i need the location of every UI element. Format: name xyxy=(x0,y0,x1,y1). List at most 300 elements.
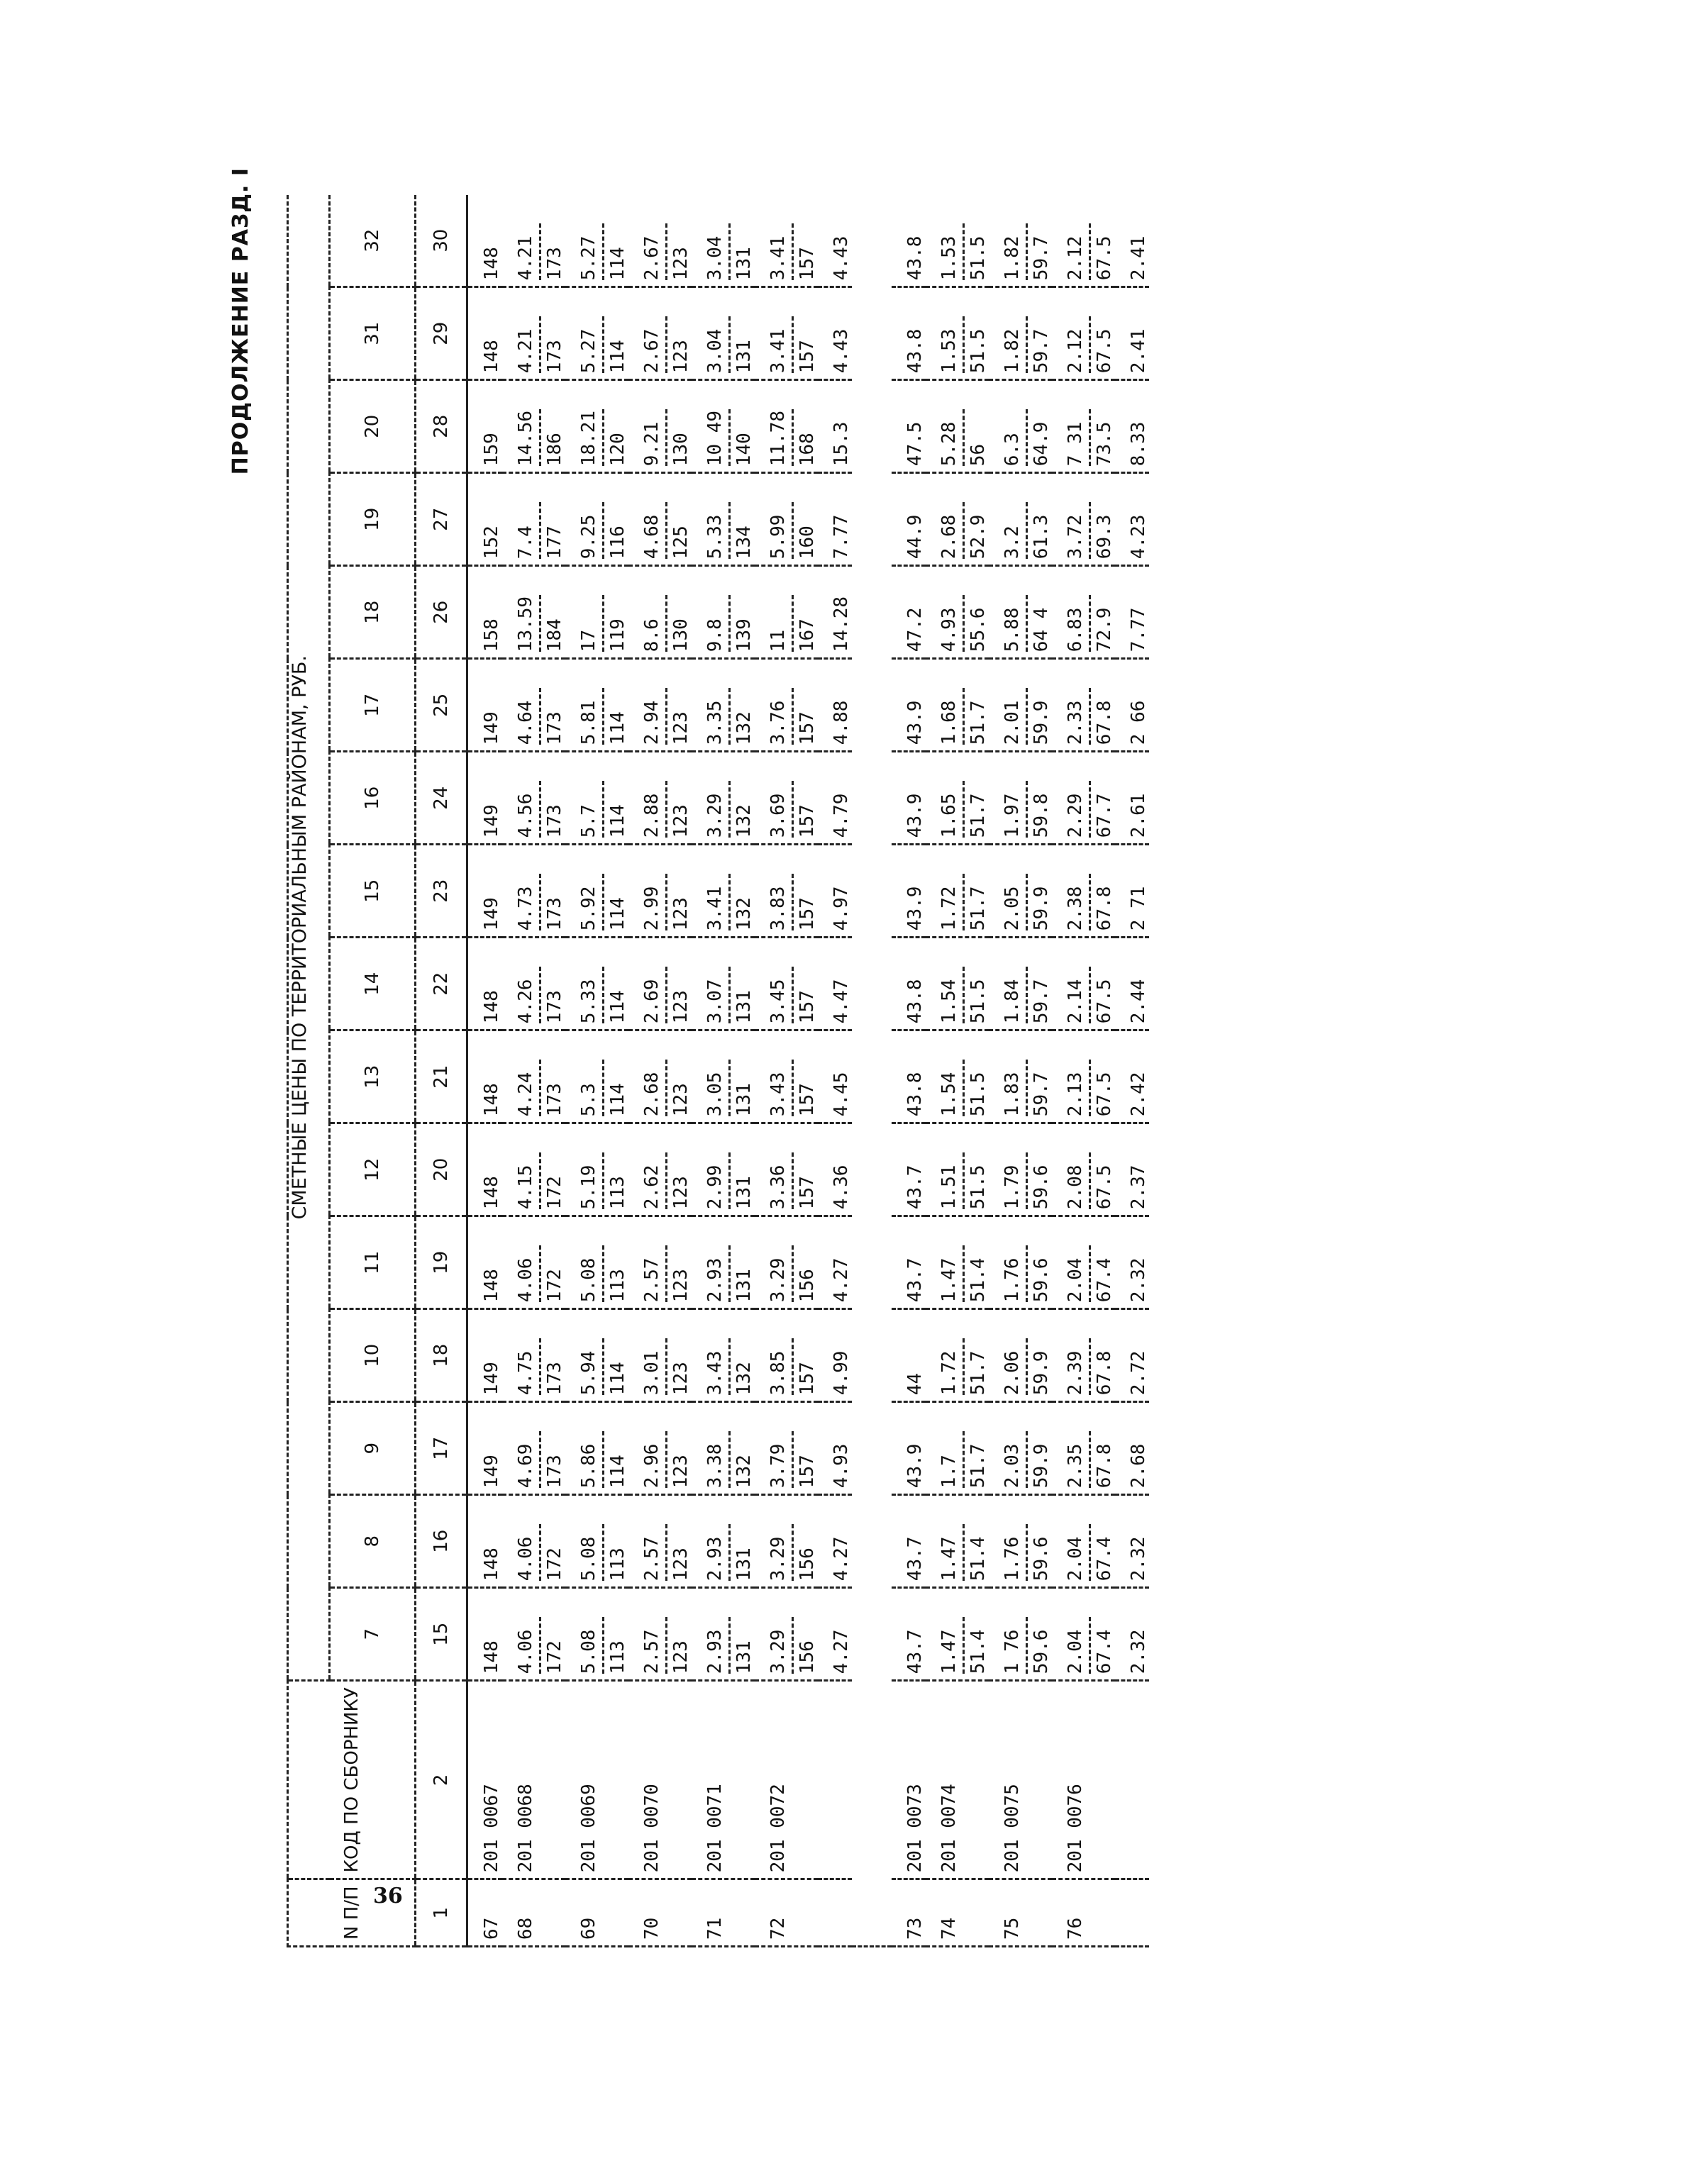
price-value: 2.67 xyxy=(641,235,662,281)
price-subvalue: 156 xyxy=(797,1547,818,1582)
price-value: 2.57 xyxy=(641,1629,662,1674)
fraction-bar xyxy=(602,967,604,1023)
price-cell xyxy=(926,195,989,287)
price-subvalue: 114 xyxy=(607,990,628,1024)
price-value: 4.88 xyxy=(831,700,852,745)
price-fraction xyxy=(831,701,852,745)
price-fraction xyxy=(515,688,565,745)
price-value: 3.29 xyxy=(767,1257,789,1303)
price-cell xyxy=(565,287,628,380)
price-subvalue: 72.9 xyxy=(1094,607,1115,652)
price-cell xyxy=(565,1123,628,1216)
price-fraction xyxy=(938,223,989,280)
price-subvalue: 59.9 xyxy=(1031,886,1052,931)
price-cell xyxy=(692,566,755,659)
price-cell xyxy=(502,566,565,659)
region-header: 15 xyxy=(330,845,416,938)
fraction-bar xyxy=(792,595,794,652)
price-value: 3.76 xyxy=(767,700,789,745)
price-value: 3.04 xyxy=(704,235,726,281)
price-fraction xyxy=(831,1165,852,1210)
price-value: 1.47 xyxy=(938,1629,960,1674)
price-cell xyxy=(565,752,628,845)
price-fraction xyxy=(1002,316,1052,373)
price-value: 1.83 xyxy=(1002,1072,1023,1117)
price-cell xyxy=(1115,1123,1149,1216)
price-value: 47.5 xyxy=(904,421,926,467)
row-number: 74 xyxy=(926,1879,989,1947)
row-number xyxy=(818,1879,852,1947)
price-fraction xyxy=(1065,223,1115,280)
price-fraction xyxy=(578,1245,628,1302)
price-fraction xyxy=(831,236,852,281)
price-value: 149 xyxy=(481,1362,502,1396)
price-cell xyxy=(755,473,818,566)
price-subvalue: 64.9 xyxy=(1031,421,1052,467)
price-value: 4.47 xyxy=(831,979,852,1024)
price-cell xyxy=(818,1030,852,1123)
price-fraction xyxy=(831,1258,852,1303)
fraction-bar xyxy=(539,1338,541,1395)
price-cell xyxy=(1052,1123,1115,1216)
price-fraction xyxy=(578,1617,628,1674)
price-cell xyxy=(926,752,989,845)
price-cell xyxy=(502,752,565,845)
fraction-bar xyxy=(1089,223,1091,280)
price-subvalue: 114 xyxy=(607,897,628,931)
price-value: 4.93 xyxy=(831,1443,852,1489)
price-fraction xyxy=(1065,688,1115,745)
price-cell xyxy=(818,380,852,473)
table-row xyxy=(565,195,628,1946)
price-cell xyxy=(628,1402,692,1495)
price-cell xyxy=(926,287,989,380)
price-subvalue: 157 xyxy=(797,897,818,931)
price-subvalue: 59.7 xyxy=(1031,979,1052,1024)
price-value: 43.8 xyxy=(904,328,926,374)
fraction-bar xyxy=(665,223,667,280)
fraction-bar xyxy=(539,1060,541,1116)
price-fraction xyxy=(641,1060,692,1116)
price-fraction xyxy=(515,1524,565,1581)
price-cell xyxy=(692,1588,755,1681)
price-cell xyxy=(467,1588,503,1681)
price-subvalue: 59.9 xyxy=(1031,700,1052,745)
fraction-bar xyxy=(792,1524,794,1581)
price-fraction xyxy=(1002,874,1052,930)
price-cell xyxy=(818,845,852,938)
price-cell xyxy=(1115,938,1149,1030)
price-cell xyxy=(565,938,628,1030)
fraction-bar xyxy=(665,874,667,930)
price-subvalue: 67.4 xyxy=(1094,1536,1115,1582)
price-cell xyxy=(467,845,503,938)
price-cell xyxy=(892,1588,926,1681)
price-value: 158 xyxy=(481,618,502,652)
fraction-bar xyxy=(963,502,965,559)
price-cell xyxy=(502,1588,565,1681)
price-fraction xyxy=(641,1338,692,1395)
price-fraction xyxy=(515,874,565,930)
fraction-bar xyxy=(665,502,667,559)
price-value: 2.68 xyxy=(641,1072,662,1117)
price-cell xyxy=(989,1588,1052,1681)
price-value: 4.43 xyxy=(831,235,852,281)
price-fraction xyxy=(704,1431,755,1488)
price-value: 4.26 xyxy=(515,979,536,1024)
fraction-bar xyxy=(1026,781,1028,838)
price-value: 5.86 xyxy=(578,1443,599,1489)
fraction-bar xyxy=(963,409,965,466)
price-cell xyxy=(628,1030,692,1123)
price-subvalue: 59.8 xyxy=(1031,793,1052,838)
fraction-bar xyxy=(665,967,667,1023)
col-npp-header: N П/П xyxy=(288,1879,416,1947)
price-cell xyxy=(818,1495,852,1588)
price-subvalue: 157 xyxy=(797,990,818,1024)
price-cell xyxy=(755,752,818,845)
price-cell xyxy=(502,380,565,473)
fraction-bar xyxy=(963,1338,965,1395)
fraction-bar xyxy=(792,874,794,930)
price-fraction xyxy=(938,781,989,838)
price-subvalue: 51.5 xyxy=(967,235,989,281)
price-cell xyxy=(892,287,926,380)
price-fraction xyxy=(704,1524,755,1581)
fraction-bar xyxy=(1089,409,1091,466)
price-value: 3.69 xyxy=(767,793,789,838)
price-cell xyxy=(467,1216,503,1309)
price-cell xyxy=(502,1495,565,1588)
price-value: 2.04 xyxy=(1065,1629,1086,1674)
price-cell xyxy=(1115,659,1149,752)
price-value: 148 xyxy=(481,990,502,1024)
price-fraction xyxy=(938,409,989,466)
fraction-bar xyxy=(1089,874,1091,930)
price-cell xyxy=(892,1123,926,1216)
price-fraction xyxy=(578,688,628,745)
price-cell xyxy=(926,1309,989,1402)
index-header: 22 xyxy=(416,938,467,1030)
price-subvalue: 67.5 xyxy=(1094,979,1115,1024)
price-subvalue: 120 xyxy=(607,433,628,467)
price-fraction xyxy=(641,967,692,1023)
price-cell xyxy=(755,1216,818,1309)
price-value: 10 49 xyxy=(704,410,726,467)
price-fraction xyxy=(578,223,628,280)
price-cell xyxy=(565,845,628,938)
fraction-bar xyxy=(602,1152,604,1209)
price-fraction xyxy=(704,223,755,280)
price-subvalue: 173 xyxy=(544,990,565,1024)
row-code: 201 0072 xyxy=(755,1681,818,1879)
table-row xyxy=(989,195,1052,1946)
price-cell xyxy=(926,380,989,473)
region-header: 7 xyxy=(330,1588,416,1681)
table-title: СМЕТНЫЕ ЦЕНЫ ПО ТЕРРИТОРИАЛЬНЫМ РАЙОНАМ, РУБ. xyxy=(288,195,330,1681)
price-fraction xyxy=(1128,1072,1149,1117)
price-cell xyxy=(692,1495,755,1588)
fraction-bar xyxy=(1089,781,1091,838)
price-subvalue: 51.7 xyxy=(967,700,989,745)
price-subvalue: 55.6 xyxy=(967,607,989,652)
price-fraction xyxy=(515,409,565,466)
price-subvalue: 131 xyxy=(733,1269,755,1303)
price-value: 6.3 xyxy=(1002,433,1023,467)
fraction-bar xyxy=(1026,874,1028,930)
price-subvalue: 123 xyxy=(670,340,692,374)
price-cell xyxy=(467,1402,503,1495)
price-cell xyxy=(926,1216,989,1309)
price-fraction xyxy=(578,874,628,930)
price-value: 2.29 xyxy=(1065,793,1086,838)
fraction-bar xyxy=(1026,1245,1028,1302)
price-fraction xyxy=(938,967,989,1023)
price-fraction xyxy=(481,1083,502,1116)
price-subvalue: 172 xyxy=(544,1269,565,1303)
price-fraction xyxy=(481,1269,502,1302)
fraction-bar xyxy=(792,688,794,745)
price-value: 1 76 xyxy=(1002,1629,1023,1674)
fraction-bar xyxy=(665,1338,667,1395)
price-cell xyxy=(926,1495,989,1588)
price-fraction xyxy=(904,515,926,560)
price-fraction xyxy=(515,595,565,652)
price-cell xyxy=(818,659,852,752)
fraction-bar xyxy=(1026,1431,1028,1488)
index-header: 19 xyxy=(416,1216,467,1309)
price-value: 2.93 xyxy=(704,1536,726,1582)
price-cell xyxy=(628,659,692,752)
price-fraction xyxy=(1128,701,1149,745)
price-fraction xyxy=(831,1351,852,1396)
index-header: 24 xyxy=(416,752,467,845)
index-header: 1 xyxy=(416,1879,467,1947)
price-value: 43.7 xyxy=(904,1165,926,1210)
price-value: 2.96 xyxy=(641,1443,662,1489)
price-fraction xyxy=(938,1152,989,1209)
price-cell xyxy=(628,1495,692,1588)
price-fraction xyxy=(938,316,989,373)
region-header: 16 xyxy=(330,752,416,845)
price-fraction xyxy=(1002,1245,1052,1302)
price-fraction xyxy=(1128,979,1149,1024)
price-value: 11 xyxy=(767,629,789,652)
price-subvalue: 131 xyxy=(733,1640,755,1674)
region-header: 20 xyxy=(330,380,416,473)
price-value: 4.99 xyxy=(831,1350,852,1396)
fraction-bar xyxy=(1026,1617,1028,1674)
price-fraction xyxy=(1002,223,1052,280)
price-value: 18.21 xyxy=(578,410,599,467)
index-header: 30 xyxy=(416,195,467,287)
price-cell xyxy=(989,845,1052,938)
price-cell xyxy=(926,845,989,938)
fraction-bar xyxy=(792,1060,794,1116)
fraction-bar xyxy=(602,1338,604,1395)
price-cell xyxy=(1052,1309,1115,1402)
price-cell xyxy=(1052,938,1115,1030)
price-fraction xyxy=(1002,1060,1052,1116)
price-subvalue: 123 xyxy=(670,990,692,1024)
price-subvalue: 67.4 xyxy=(1094,1257,1115,1303)
price-value: 9.21 xyxy=(641,421,662,467)
price-subvalue: 59.7 xyxy=(1031,328,1052,374)
price-value: 2.39 xyxy=(1065,1350,1086,1396)
fraction-bar xyxy=(1089,1617,1091,1674)
price-value: 47.2 xyxy=(904,607,926,652)
price-subvalue: 125 xyxy=(670,526,692,560)
price-fraction xyxy=(767,409,818,466)
price-subvalue: 132 xyxy=(733,1362,755,1396)
price-fraction xyxy=(767,874,818,930)
row-code: 201 0069 xyxy=(565,1681,628,1879)
price-subvalue: 173 xyxy=(544,247,565,281)
price-subvalue: 113 xyxy=(607,1269,628,1303)
price-fraction xyxy=(578,409,628,466)
fraction-bar xyxy=(602,1524,604,1581)
index-header: 25 xyxy=(416,659,467,752)
fraction-bar xyxy=(539,1524,541,1581)
price-subvalue: 69.3 xyxy=(1094,514,1115,560)
fraction-bar xyxy=(792,1617,794,1674)
price-value: 5.3 xyxy=(578,1083,599,1117)
price-fraction xyxy=(938,1431,989,1488)
price-value: 14.28 xyxy=(831,596,852,652)
fraction-bar xyxy=(602,316,604,373)
price-value: 2.88 xyxy=(641,793,662,838)
price-cell xyxy=(628,1216,692,1309)
price-fraction xyxy=(831,596,852,652)
price-value: 1.53 xyxy=(938,328,960,374)
price-fraction xyxy=(641,874,692,930)
price-cell xyxy=(989,938,1052,1030)
price-value: 1.54 xyxy=(938,1072,960,1117)
price-cell xyxy=(565,1216,628,1309)
price-fraction xyxy=(904,887,926,931)
price-fraction xyxy=(481,1547,502,1581)
price-cell xyxy=(692,287,755,380)
price-fraction xyxy=(1128,794,1149,838)
price-value: 2.38 xyxy=(1065,886,1086,931)
price-cell xyxy=(467,938,503,1030)
fraction-bar xyxy=(792,1338,794,1395)
price-value: 4.23 xyxy=(1128,514,1149,560)
price-fraction xyxy=(1065,316,1115,373)
price-cell xyxy=(926,473,989,566)
price-fraction xyxy=(938,1245,989,1302)
price-cell xyxy=(502,287,565,380)
price-value: 4.79 xyxy=(831,793,852,838)
price-fraction xyxy=(515,1431,565,1488)
price-cell xyxy=(1115,1495,1149,1588)
region-header: 11 xyxy=(330,1216,416,1309)
price-cell xyxy=(989,566,1052,659)
price-cell xyxy=(1052,845,1115,938)
price-value: 5.19 xyxy=(578,1165,599,1210)
price-value: 2.57 xyxy=(641,1257,662,1303)
price-value: 3.83 xyxy=(767,886,789,931)
price-fraction xyxy=(704,874,755,930)
price-value: 1.82 xyxy=(1002,328,1023,374)
price-cell xyxy=(565,1309,628,1402)
price-cell xyxy=(818,566,852,659)
price-value: 2.93 xyxy=(704,1629,726,1674)
price-fraction xyxy=(1065,874,1115,930)
fraction-bar xyxy=(1026,1060,1028,1116)
price-fraction xyxy=(767,316,818,373)
row-code: 201 0067 xyxy=(467,1681,503,1879)
price-fraction xyxy=(938,1060,989,1116)
fraction-bar xyxy=(792,1245,794,1302)
price-value: 2.57 xyxy=(641,1536,662,1582)
table-row xyxy=(502,195,565,1946)
fraction-bar xyxy=(1026,316,1028,373)
price-value: 149 xyxy=(481,897,502,931)
price-value: 5.27 xyxy=(578,328,599,374)
fraction-bar xyxy=(963,1060,965,1116)
price-cell xyxy=(565,659,628,752)
price-fraction xyxy=(1002,1338,1052,1395)
price-fraction xyxy=(904,979,926,1024)
table-row xyxy=(467,195,503,1946)
price-subvalue: 67.5 xyxy=(1094,235,1115,281)
price-value: 148 xyxy=(481,247,502,281)
price-fraction xyxy=(641,1617,692,1674)
index-header: 21 xyxy=(416,1030,467,1123)
price-cell xyxy=(892,752,926,845)
price-cell xyxy=(692,1309,755,1402)
price-cell xyxy=(502,1216,565,1309)
fraction-bar xyxy=(792,409,794,466)
price-cell xyxy=(565,1030,628,1123)
price-fraction xyxy=(1128,1444,1149,1489)
price-value: 2.35 xyxy=(1065,1443,1086,1489)
fraction-bar xyxy=(728,1060,731,1116)
price-value: 4.06 xyxy=(515,1629,536,1674)
price-cell xyxy=(467,659,503,752)
price-fraction xyxy=(1128,608,1149,652)
price-value: 1.84 xyxy=(1002,979,1023,1024)
price-fraction xyxy=(831,1444,852,1489)
price-value: 148 xyxy=(481,340,502,374)
price-value: 2.33 xyxy=(1065,700,1086,745)
price-cell xyxy=(1115,752,1149,845)
price-subvalue: 131 xyxy=(733,340,755,374)
price-value: 3.79 xyxy=(767,1443,789,1489)
price-value: 13.59 xyxy=(515,596,536,652)
fraction-bar xyxy=(1026,223,1028,280)
fraction-bar xyxy=(602,688,604,745)
index-header: 23 xyxy=(416,845,467,938)
price-subvalue: 59.9 xyxy=(1031,1350,1052,1396)
price-subvalue: 59.9 xyxy=(1031,1443,1052,1489)
price-cell xyxy=(892,1030,926,1123)
price-fraction xyxy=(641,1245,692,1302)
price-fraction xyxy=(578,781,628,838)
price-fraction xyxy=(704,409,755,466)
price-cell xyxy=(1115,566,1149,659)
fraction-bar xyxy=(539,223,541,280)
price-cell xyxy=(892,473,926,566)
price-fraction xyxy=(1065,409,1115,466)
price-cell xyxy=(989,1309,1052,1402)
price-subvalue: 173 xyxy=(544,1455,565,1489)
price-cell xyxy=(926,1123,989,1216)
price-subvalue: 132 xyxy=(733,897,755,931)
row-number: 71 xyxy=(692,1879,755,1947)
fraction-bar xyxy=(1026,502,1028,559)
